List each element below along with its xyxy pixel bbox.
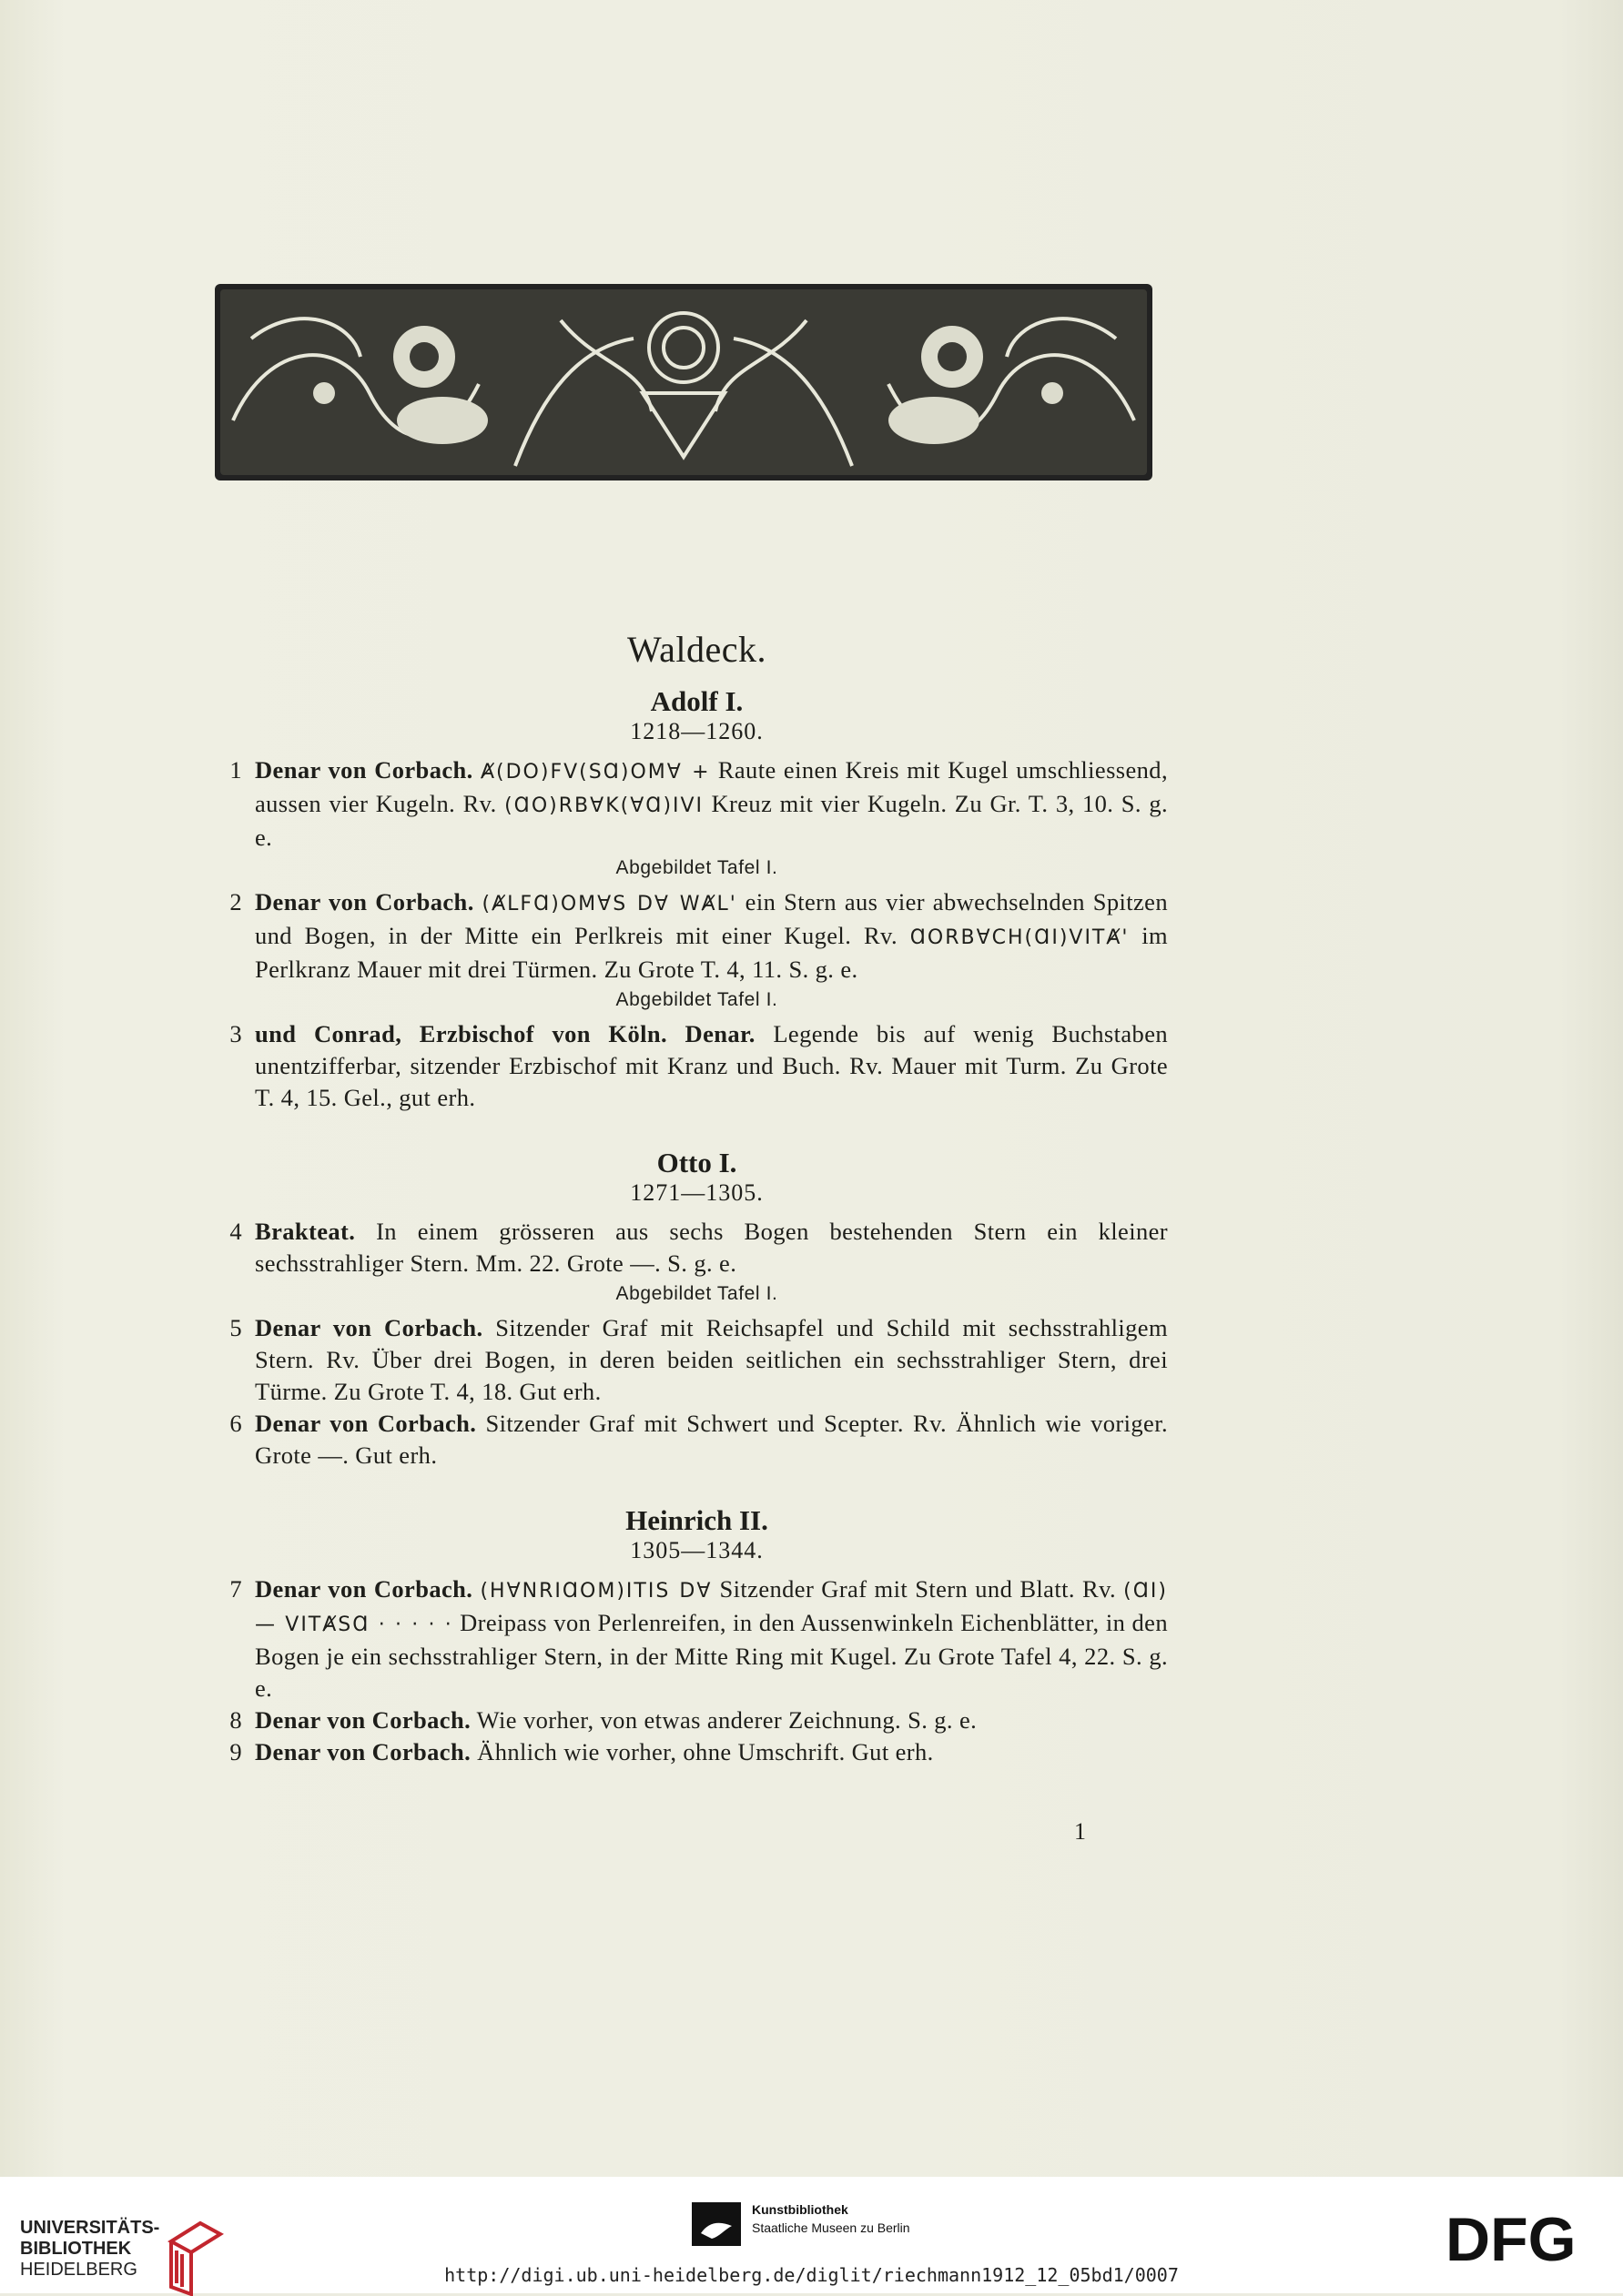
catalogue-entry (226, 1573, 1168, 1704)
catalogue-entry (226, 1018, 1168, 1114)
plate-reference: Abgebildet Tafel I. (615, 857, 778, 878)
coin-legend: ⱭORBⱯCH(ⱭI)VITȺ' (909, 926, 1130, 949)
ruler-heading: Heinrich II. (625, 1504, 768, 1536)
entry-text: Kreuz mit vier Kugeln. Zu Gr. T. 3, 10. S. g. e. (255, 790, 1168, 851)
entry-text: Sitzender Graf mit Schwert und Scepter. Rv. Ähnlich wie voriger. Grote —. Gut erh. (255, 1410, 1168, 1469)
entry-text: Sitzender Graf mit Reichsapfel und Schild mit sechsstrahligem Stern. Rv. Über drei Bogen, in deren beiden seitlichen ein sechsstrahliger Stern, drei Türme. Zu Grote T. 4, 18. Gut erh. (255, 1314, 1168, 1405)
kunstbibliothek-bird-icon (692, 2202, 741, 2246)
entry-text: Legende bis auf wenig Buchstaben unentzifferbar, sitzender Erzbischof mit Kranz und Buch. Rv. Mauer mit Turm. Zu Grote T. 4, 15. Gel., gut erh. (255, 1020, 1169, 1111)
permalink-url[interactable]: http://digi.ub.uni-heidelberg.de/diglit/riechmann1912_12_05bd1/0007 (444, 2264, 1179, 2286)
entry-number: 9 (229, 1738, 242, 1765)
entry-text: ein Stern aus vier abwechselnden Spitzen und Bogen, in der Mitte ein Perlkreis mit einer Kugel. Rv. (255, 888, 1168, 949)
ub-logo-line: HEIDELBERG (20, 2260, 137, 2280)
entry-lead: Denar von Corbach. (255, 756, 473, 784)
reign-years: 1271—1305. (630, 1179, 764, 1206)
entry-number: 6 (229, 1410, 242, 1437)
entry-number: 5 (229, 1314, 242, 1341)
entry-lead: Denar von Corbach. (255, 1314, 483, 1341)
catalogue-entry (226, 1408, 1168, 1472)
ruler-heading: Adolf I. (650, 685, 744, 717)
page-number: 1 (1074, 1818, 1086, 1845)
dfg-logo-text: DFG (1445, 2211, 1577, 2266)
entry-lead: Denar von Corbach. (255, 1575, 473, 1603)
entry-lead: und Conrad, Erzbischof von Köln. Denar. (255, 1020, 756, 1047)
coin-legend: Ⱥ(DO)FV(SⱭ)OMⱯ + (480, 761, 711, 784)
kb-logo-line: Kunstbibliothek (752, 2202, 848, 2217)
ub-logo-line: UNIVERSITÄTS- (20, 2218, 160, 2238)
entry-text: Raute einen Kreis mit Kugel umschliessend, aussen vier Kugeln. Rv. (255, 756, 1168, 817)
plate-reference: Abgebildet Tafel I. (615, 1283, 778, 1304)
entry-text: In einem grösseren aus sechs Bogen bestehenden Stern ein kleiner sechsstrahliger Stern. Mm. 22. Grote —. S. g. e. (255, 1218, 1168, 1277)
entry-number: 1 (229, 756, 242, 784)
entry-text: Wie vorher, von etwas anderer Zeichnung. S. g. e. (476, 1706, 978, 1734)
entry-text: Dreipass von Perlenreifen, in den Aussenwinkeln Eichenblätter, in den Bogen je ein sechsstrahliger Stern, in der Mitte Ring mit Kugel. Zu Grote Tafel 4, 22. S. g. e. (255, 1609, 1168, 1702)
entry-lead: Denar von Corbach. (255, 1410, 477, 1437)
ruler-heading: Otto I. (656, 1147, 737, 1178)
entry-lead: Denar von Corbach. (255, 1738, 472, 1765)
entry-text: im Perlkranz Mauer mit drei Türmen. Zu Grote T. 4, 11. S. g. e. (255, 922, 1168, 983)
entry-text: Ähnlich wie vorher, ohne Umschrift. Gut erh. (477, 1738, 934, 1765)
catalogue-entry (226, 1312, 1168, 1408)
plate-reference: Abgebildet Tafel I. (615, 989, 778, 1010)
catalogue-entry (226, 1704, 1168, 1736)
entry-lead: Denar von Corbach. (255, 888, 474, 915)
dfg-logo[interactable] (1445, 2211, 1598, 2266)
entry-number: 2 (229, 888, 242, 915)
reign-years: 1218—1260. (630, 718, 764, 744)
catalogue-entry (226, 1736, 1168, 1768)
entry-number: 7 (229, 1575, 242, 1603)
page-title: Waldeck. (627, 629, 766, 670)
entry-lead: Brakteat. (255, 1218, 356, 1245)
catalogue-entry (226, 1216, 1168, 1279)
kb-logo-line: Staatliche Museen zu Berlin (752, 2220, 910, 2235)
catalogue-entry (226, 886, 1168, 986)
catalogue-content (226, 628, 1168, 1768)
reign-years: 1305—1344. (630, 1537, 764, 1563)
coin-legend: (ⱭI) — VITȺSⱭ · · · · · (255, 1580, 1168, 1636)
entry-number: 3 (229, 1020, 242, 1047)
entry-number: 4 (229, 1218, 242, 1245)
coin-legend: (ⱭO)RBⱯK(ⱯⱭ)IVI (504, 794, 705, 817)
viewer-footer (0, 2177, 1623, 2293)
ub-logo-line: BIBLIOTHEK (20, 2239, 132, 2259)
ornament-header-icon (215, 284, 1152, 480)
entry-lead: Denar von Corbach. (255, 1706, 472, 1734)
entry-number: 8 (229, 1706, 242, 1734)
entry-text: Sitzender Graf mit Stern und Blatt. Rv. (712, 1575, 1124, 1603)
coin-legend: (HⱯNRIⱭOM)ITIS DⱯ (480, 1580, 713, 1603)
catalogue-entry (226, 754, 1168, 854)
coin-legend: (ȺLFⱭ)OMⱯS DⱯ WȺL' (482, 893, 737, 915)
